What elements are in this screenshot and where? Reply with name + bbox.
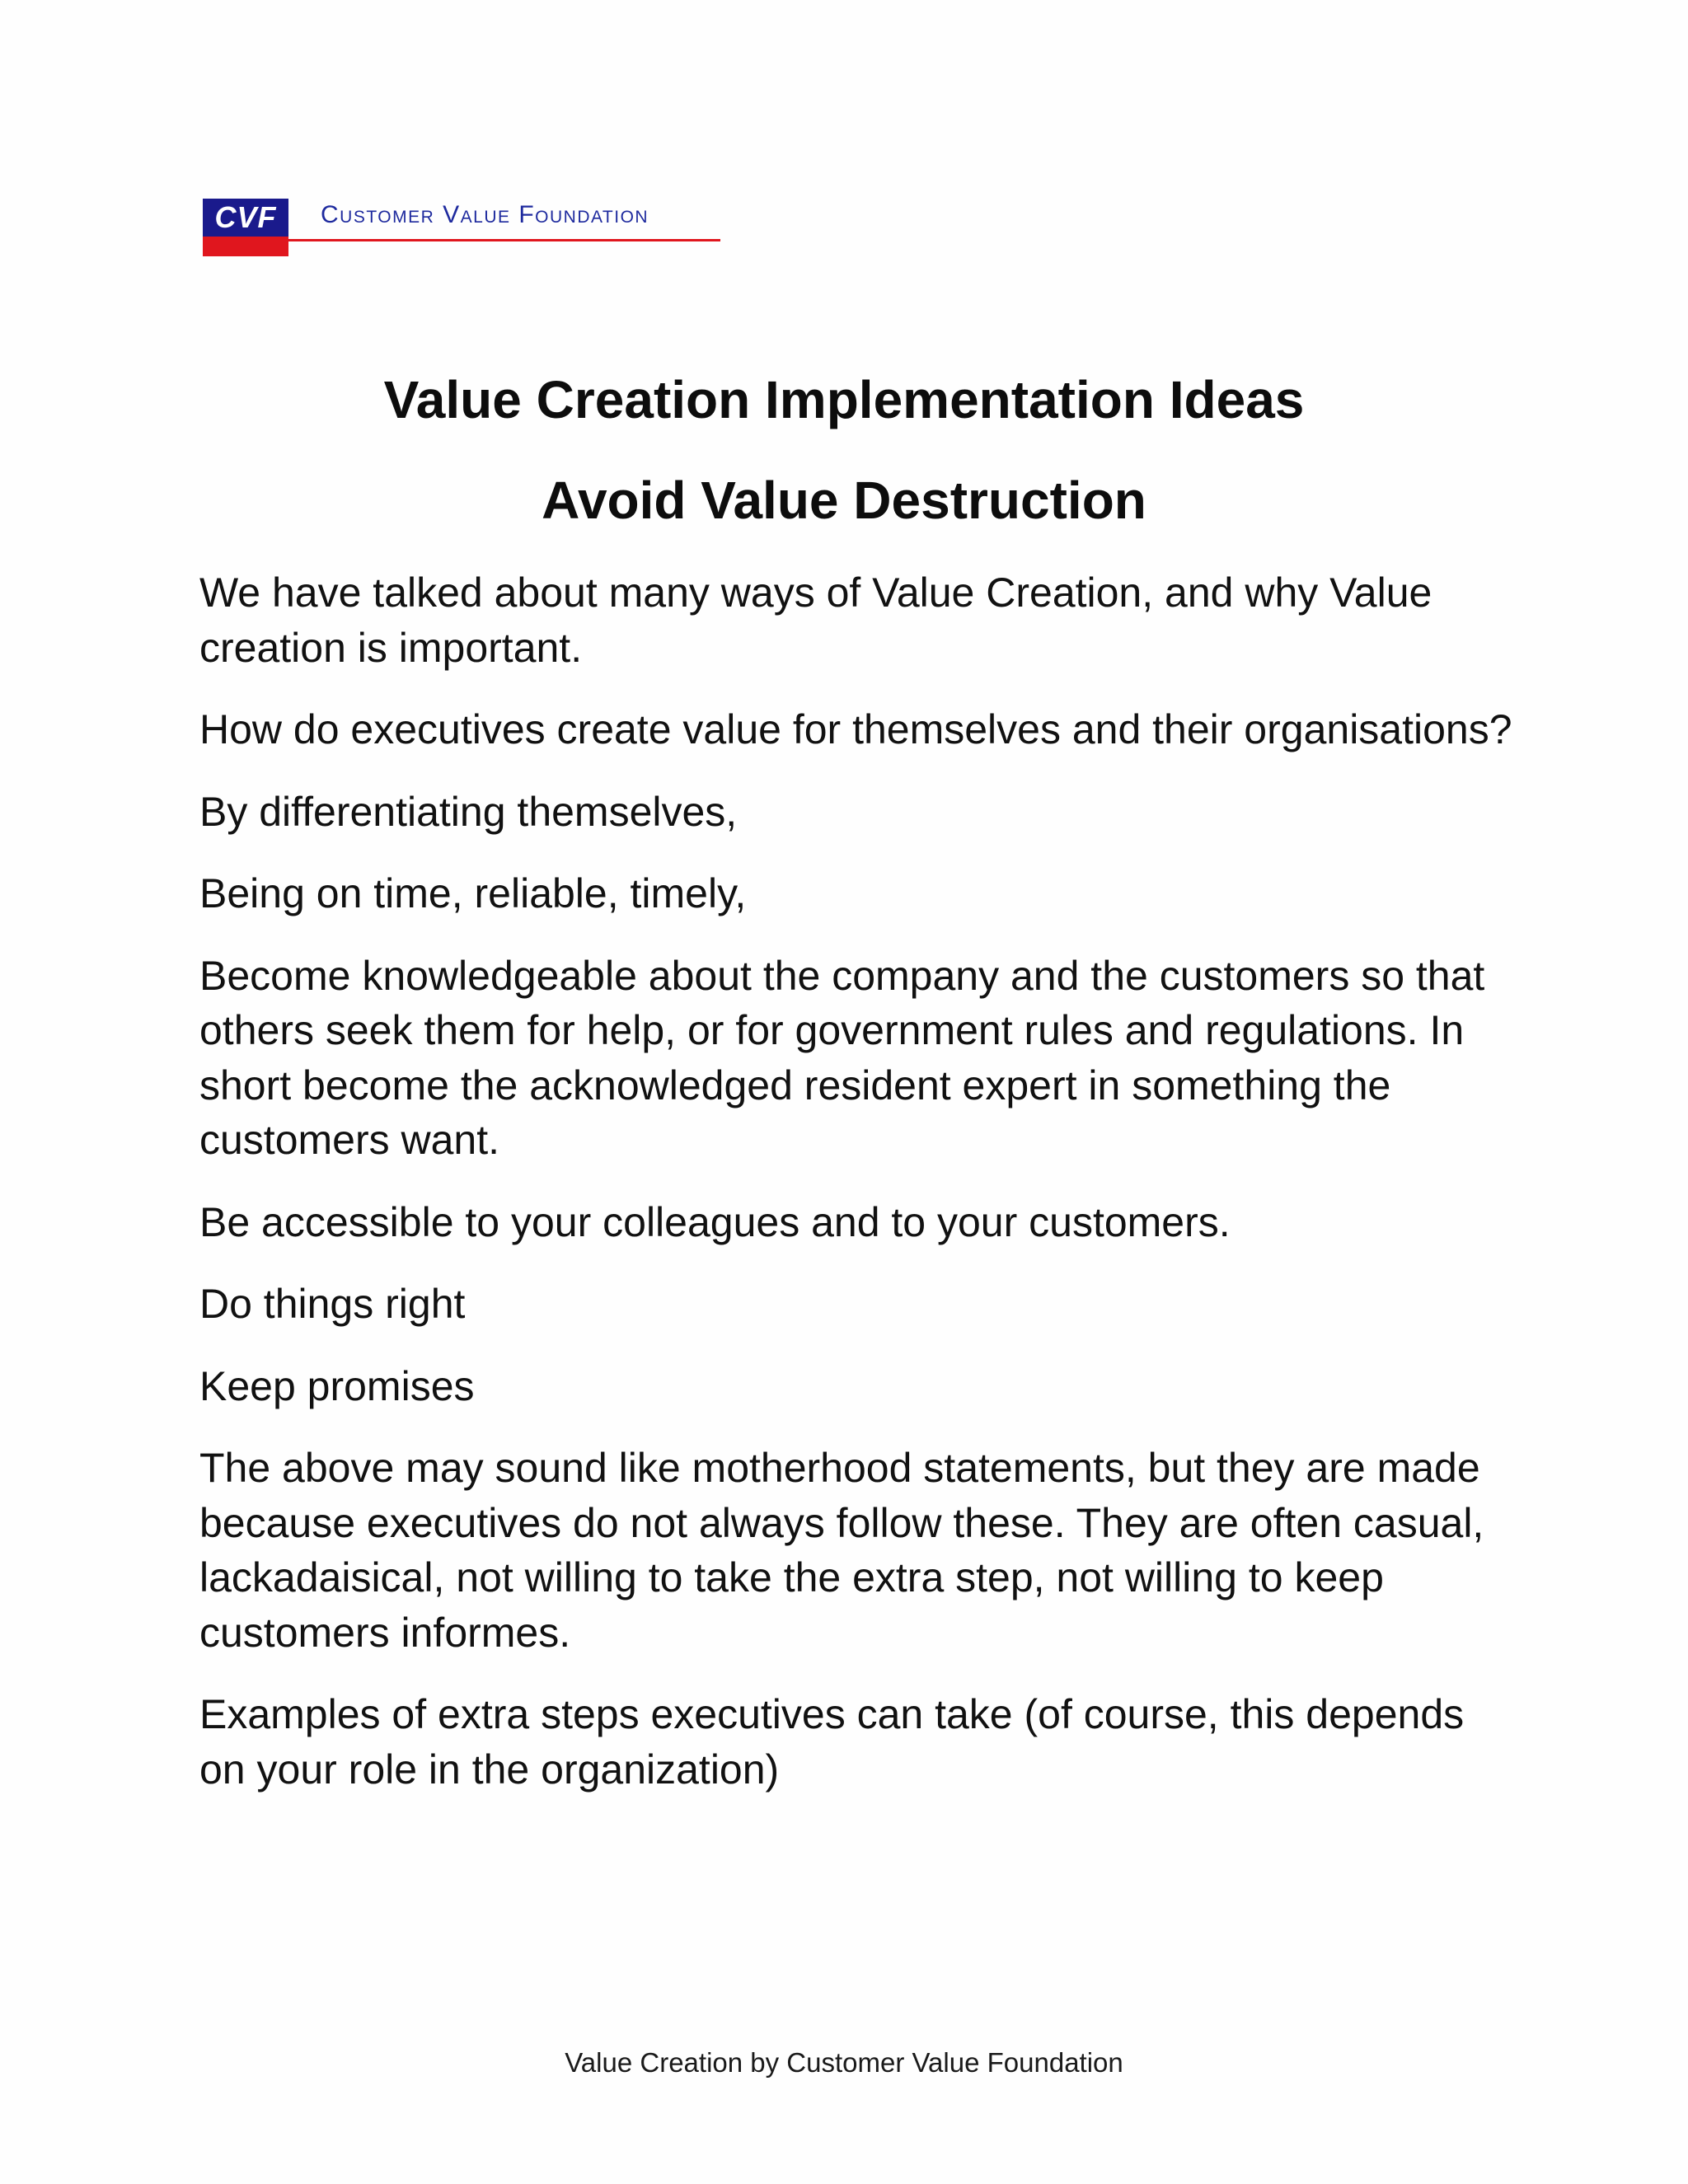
document-title: Value Creation Implementation Ideas <box>383 370 1305 429</box>
cvf-logo <box>203 199 720 256</box>
document-subtitle: Avoid Value Destruction <box>542 471 1146 530</box>
logo-mark-text: CVF <box>214 200 277 234</box>
logo-underline-rule <box>288 239 720 241</box>
cvf-logo-mark <box>203 199 288 256</box>
paragraph-differentiating: By differentiating themselves, <box>199 788 738 835</box>
organization-name: Customer Value Foundation <box>321 201 649 228</box>
document-body <box>199 565 1518 1824</box>
paragraph-do-things-right: Do things right <box>199 1281 466 1327</box>
logo-mark-red-block <box>203 237 288 256</box>
page-footer: Value Creation by Customer Value Foundation <box>565 2047 1123 2078</box>
paragraph-knowledgeable: Become knowledgeable about the company and the customers so that others seek them for help, or for government rules and regulations. In short become the acknowledged resident expert in something the customers want. <box>199 952 1485 1163</box>
paragraph-accessible: Be accessible to your colleagues and to your customers. <box>199 1198 1231 1245</box>
paragraph-on-time: Being on time, reliable, timely, <box>199 870 747 916</box>
paragraph-question: How do executives create value for themselves and their organisations? <box>199 706 1512 752</box>
paragraph-value-creation-intro: We have talked about many ways of Value Creation, and why Value creation is important. <box>199 569 1432 671</box>
paragraph-keep-promises: Keep promises <box>199 1362 475 1409</box>
paragraph-extra-steps: Examples of extra steps executives can take (of course, this depends on your role in the organization) <box>199 1691 1465 1793</box>
paragraph-motherhood-statements: The above may sound like motherhood statements, but they are made because executives do not always follow these. They are often casual, lackadaisical, not willing to take the extra step, not willing to keep customers informes. <box>199 1445 1484 1656</box>
